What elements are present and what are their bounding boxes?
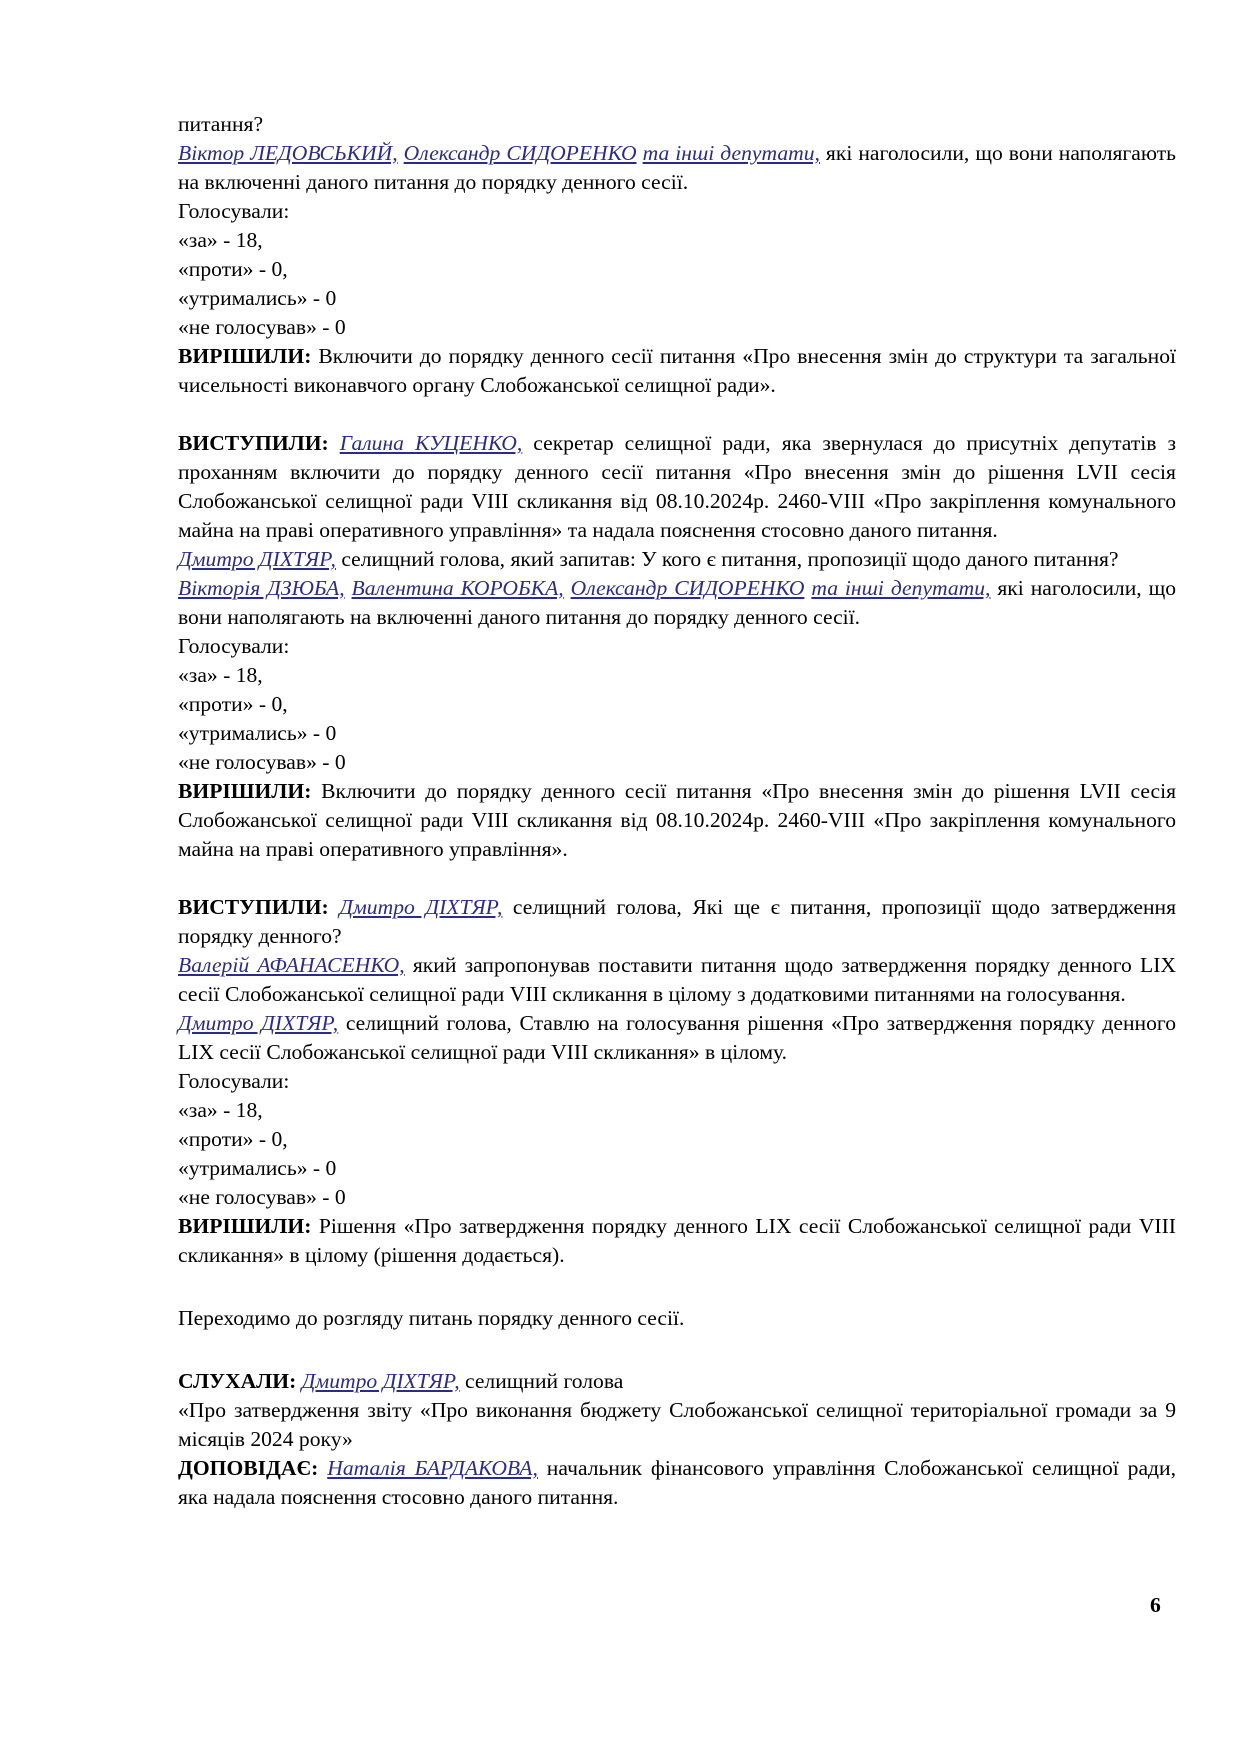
text-run [329,431,340,455]
speaker-name: Олександр СИДОРЕНКО [570,576,805,600]
text-run: які наголосили, що вони наполягають на включенні даного питання до порядку денного сесії. [178,141,1176,194]
text-run: Включити до порядку денного сесії питання «Про внесення змін до структури та загальної чисельності виконавчого органу Слобожанської селищної ради». [178,344,1176,397]
text-run: селищний голова [459,1369,624,1393]
text-run: «за» - 18, [178,228,263,252]
page-number: 6 [1150,1593,1161,1617]
paragraph-spacer [178,864,1176,893]
speaker-name: Олександр СИДОРЕНКО [403,141,637,165]
text-run: «не голосував» - 0 [178,1185,346,1209]
text-run: Голосували: [178,1069,290,1093]
text-run: який запропонував поставити питання щодо затвердження порядку денного LIX сесії Слобожанської селищної ради VIII скликання в цілому з додатковими питаннями на голосування. [178,953,1176,1006]
paragraph [178,1125,1176,1154]
paragraph [178,139,1176,197]
text-run [329,895,340,919]
section-label: ВИРІШИЛИ: [178,1214,312,1238]
paragraph [178,1396,1176,1454]
text-run: «не голосував» - 0 [178,750,346,774]
speaker-name: Валентина КОРОБКА, [351,576,564,600]
text-run [318,1456,327,1480]
speaker-name: Наталія БАРДАКОВА, [327,1456,538,1480]
text-run: Рішення «Про затвердження порядку денного LIX сесії Слобожанської селищної ради VIII скликання» в цілому (рішення додається). [178,1214,1176,1267]
paragraph [178,574,1176,632]
speaker-name: Дмитро ДІХТЯР, [301,1369,460,1393]
paragraph [178,226,1176,255]
text-run: «за» - 18, [178,663,263,687]
text-run: «утримались» - 0 [178,721,337,745]
speaker-name: та інші депутати, [642,141,820,165]
section-label: ВИРІШИЛИ: [178,344,312,368]
section-label: ВИСТУПИЛИ: [178,895,329,919]
text-run: Переходимо до розгляду питань порядку денного сесії. [178,1306,685,1330]
paragraph [178,777,1176,864]
paragraph [178,1009,1176,1067]
paragraph [178,545,1176,574]
paragraph [178,1096,1176,1125]
paragraph [178,719,1176,748]
section-label: СЛУХАЛИ: [178,1369,297,1393]
paragraph [178,661,1176,690]
section-label: ДОПОВІДАЄ: [178,1456,319,1480]
speaker-name: Дмитро ДІХТЯР, [339,895,503,919]
paragraph-spacer [178,1333,1176,1367]
text-run: «утримались» - 0 [178,1156,337,1180]
section-label: ВИРІШИЛИ: [178,779,312,803]
paragraph [178,110,1176,139]
text-run: «за» - 18, [178,1098,263,1122]
paragraph [178,313,1176,342]
text-run: «Про затвердження звіту «Про виконання бюджету Слобожанської селищної територіальної громади за 9 місяців 2024 року» [178,1398,1176,1451]
paragraph [178,255,1176,284]
text-run: селищний голова, Ставлю на голосування рішення «Про затвердження порядку денного LIX сесії Слобожанської селищної ради VIII скликання» в цілому. [178,1011,1177,1064]
text-run: начальник фінансового управління Слобожанської селищної ради, яка надала пояснення стосовно даного питання. [178,1456,1176,1509]
paragraph [178,429,1176,545]
text-run [564,576,571,600]
paragraph [178,1367,1176,1396]
text-run: секретар селищної ради, яка звернулася до присутніх депутатів з проханням включити до порядку денного сесії питання «Про внесення змін до рішення LVII сесія Слобожанської селищної ради VIII скликання від 08.10.2024р. 2460-VIII «Про закріплення комунального майна на праві оперативного управління» та надала пояснення стосовно даного питання. [178,431,1176,542]
speaker-name: Валерій АФАНАСЕНКО, [178,953,405,977]
speaker-name: Віктор ЛЕДОВСЬКИЙ, [178,141,398,165]
paragraph [178,748,1176,777]
paragraph [178,197,1176,226]
text-run: селищний голова, Які ще є питання, пропозиції щодо затвердження порядку денного? [178,895,1177,948]
document-body [178,110,1176,1512]
speaker-name: Дмитро ДІХТЯР, [178,547,336,571]
paragraph-spacer [178,1270,1176,1304]
text-run [345,576,352,600]
speaker-name: та інші депутати, [811,576,991,600]
text-run: які наголосили, що вони наполягають на включенні даного питання до порядку денного сесії. [178,576,1176,629]
text-run: Включити до порядку денного сесії питання «Про внесення змін до рішення LVII сесія Слобожанської селищної ради VIII скликання від 08.10.2024р. 2460-VIII «Про закріплення комунального майна на праві оперативного управління». [178,779,1176,861]
text-run: селищний голова, який запитав: У кого є питання, пропозиції щодо даного питання? [335,547,1119,571]
paragraph-spacer [178,400,1176,429]
paragraph [178,690,1176,719]
text-run: «проти» - 0, [178,692,288,716]
text-run: Голосували: [178,634,290,658]
paragraph [178,1304,1176,1333]
text-run: «проти» - 0, [178,257,288,281]
paragraph [178,1183,1176,1212]
text-run: «утримались» - 0 [178,286,337,310]
text-run: «не голосував» - 0 [178,315,346,339]
paragraph [178,951,1176,1009]
paragraph [178,342,1176,400]
speaker-name: Дмитро ДІХТЯР, [178,1011,339,1035]
paragraph [178,632,1176,661]
paragraph [178,284,1176,313]
paragraph [178,1212,1176,1270]
paragraph [178,1067,1176,1096]
text-run: питання? [178,112,264,136]
text-run: «проти» - 0, [178,1127,288,1151]
speaker-name: Вікторія ДЗЮБА, [178,576,345,600]
text-run: Голосували: [178,199,290,223]
speaker-name: Галина КУЦЕНКО, [339,431,523,455]
section-label: ВИСТУПИЛИ: [178,431,329,455]
paragraph [178,1154,1176,1183]
paragraph [178,893,1176,951]
paragraph [178,1454,1176,1512]
